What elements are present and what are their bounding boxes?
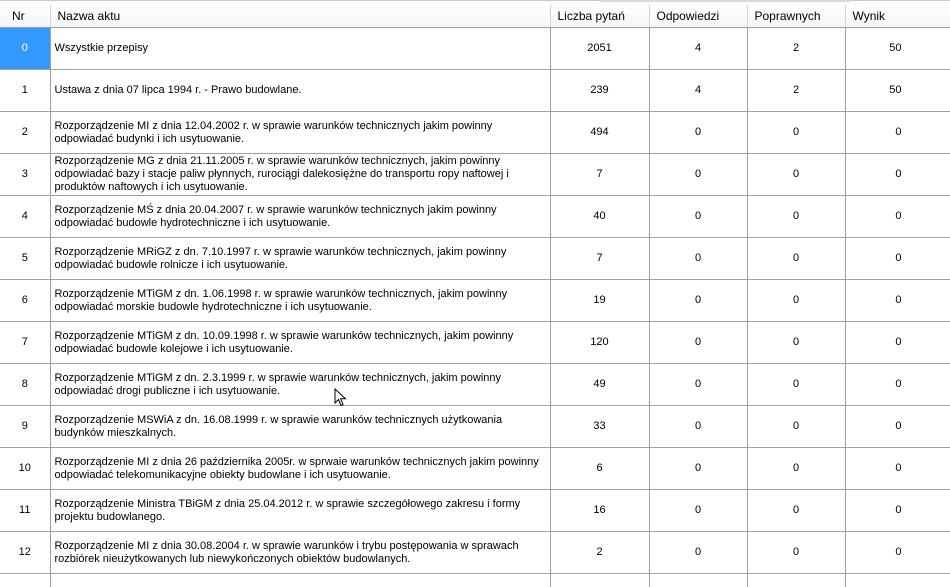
row-score-cell[interactable] [845,574,950,587]
row-nr-cell[interactable]: 0 [0,28,50,70]
row-name-cell[interactable]: Rozporządzenie Ministra TBiGM z dnia 25.04.2012 r. w sprawie szczegółowego zakresu i formy projektu budowlanego. [50,490,550,532]
grid-header-row [0,5,950,28]
row-answers-cell[interactable]: 0 [649,280,747,322]
row-nr-cell[interactable]: 1 [0,70,50,112]
row-questions-cell[interactable]: 49 [550,364,649,406]
row-answers-cell[interactable]: 0 [649,154,747,196]
row-name-cell[interactable] [50,574,550,587]
row-answers-cell[interactable]: 0 [649,406,747,448]
table-row[interactable] [0,70,950,112]
row-correct-cell[interactable]: 0 [747,322,845,364]
row-correct-cell[interactable]: 2 [747,28,845,70]
table-row[interactable] [0,280,950,322]
row-score-cell[interactable]: 0 [845,532,950,574]
row-name-cell[interactable]: Rozporządzenie MTiGM z dn. 2.3.1999 r. w sprawie warunków technicznych, jakim powinny odpowiadać drogi publiczne i ich usytuowanie. [50,364,550,406]
row-nr-cell[interactable]: 7 [0,322,50,364]
row-questions-cell[interactable]: 239 [550,70,649,112]
column-header-nr[interactable]: Nr [0,5,50,28]
row-score-cell[interactable]: 0 [845,364,950,406]
table-row[interactable] [0,112,950,154]
row-name-cell[interactable]: Rozporządzenie MRiGZ z dn. 7.10.1997 r. w sprawie warunków technicznych, jakim powinny odpowiadać budowle rolnicze i ich usytuowanie. [50,238,550,280]
row-questions-cell[interactable]: 7 [550,154,649,196]
row-correct-cell[interactable]: 0 [747,112,845,154]
row-correct-cell[interactable]: 2 [747,70,845,112]
row-answers-cell[interactable]: 4 [649,70,747,112]
row-score-cell[interactable]: 50 [845,28,950,70]
row-nr-cell[interactable]: 11 [0,490,50,532]
row-name-cell[interactable]: Rozporządzenie MTiGM z dn. 10.09.1998 r. w sprawie warunków technicznych, jakim powinny odpowiadać budowle kolejowe i ich usytuowanie. [50,322,550,364]
row-questions-cell[interactable]: 494 [550,112,649,154]
row-nr-cell[interactable]: 3 [0,154,50,196]
table-row[interactable] [0,448,950,490]
row-answers-cell[interactable]: 0 [649,196,747,238]
row-name-cell[interactable]: Rozporządzenie MI z dnia 12.04.2002 r. w sprawie warunków technicznych jakim powinny odpowiadać budynki i ich usytuowanie. [50,112,550,154]
row-answers-cell[interactable]: 4 [649,28,747,70]
row-nr-cell[interactable]: 12 [0,532,50,574]
table-row[interactable] [0,154,950,196]
column-header-questions[interactable]: Liczba pytań [550,5,649,28]
mouse-pointer-icon [334,388,348,408]
table-row[interactable] [0,364,950,406]
row-name-cell[interactable]: Ustawa z dnia 07 lipca 1994 r. - Prawo budowlane. [50,70,550,112]
row-name-cell[interactable]: Rozporządzenie MŚ z dnia 20.04.2007 r. w sprawie warunków technicznych jakim powinny odpowiadać budowle hydrotechniczne i ich usytuowanie. [50,196,550,238]
row-correct-cell[interactable]: 0 [747,364,845,406]
table-row[interactable] [0,406,950,448]
row-score-cell[interactable]: 0 [845,322,950,364]
row-answers-cell[interactable]: 0 [649,532,747,574]
row-answers-cell[interactable]: 0 [649,448,747,490]
row-correct-cell[interactable]: 0 [747,448,845,490]
row-questions-cell[interactable]: 2051 [550,28,649,70]
row-questions-cell[interactable]: 2 [550,532,649,574]
row-questions-cell[interactable]: 19 [550,280,649,322]
row-questions-cell[interactable]: 6 [550,448,649,490]
row-correct-cell[interactable]: 0 [747,238,845,280]
row-questions-cell[interactable]: 16 [550,490,649,532]
row-nr-cell[interactable]: 10 [0,448,50,490]
row-nr-cell[interactable]: 5 [0,238,50,280]
row-answers-cell[interactable]: 0 [649,238,747,280]
row-nr-cell[interactable]: 6 [0,280,50,322]
row-nr-cell[interactable]: 4 [0,196,50,238]
row-correct-cell[interactable]: 0 [747,406,845,448]
column-header-name[interactable]: Nazwa aktu [50,5,550,28]
row-score-cell[interactable]: 50 [845,70,950,112]
table-row-partial[interactable] [0,574,950,587]
table-row[interactable] [0,238,950,280]
row-name-cell[interactable]: Rozporządzenie MI z dnia 26 października 2005r. w sprwaie warunków technicznych jakim powinny odpowiadać telekomunikacyjne obiekty budowlane i ich usytuowanie. [50,448,550,490]
row-correct-cell[interactable]: 0 [747,532,845,574]
table-row[interactable] [0,490,950,532]
table-row[interactable] [0,322,950,364]
row-name-cell[interactable]: Rozporządzenie MTiGM z dn. 1.06.1998 r. w sprawie warunków technicznych, jakim powinny odpowiadać morskie budowle hydrotechniczne i ich usytuowanie. [50,280,550,322]
row-questions-cell[interactable] [550,574,649,587]
row-score-cell[interactable]: 0 [845,238,950,280]
regulations-grid[interactable] [0,5,950,587]
row-nr-cell[interactable]: 8 [0,364,50,406]
row-nr-cell[interactable]: 2 [0,112,50,154]
row-score-cell[interactable]: 0 [845,490,950,532]
row-score-cell[interactable]: 0 [845,154,950,196]
row-questions-cell[interactable]: 40 [550,196,649,238]
row-correct-cell[interactable]: 0 [747,280,845,322]
row-answers-cell[interactable]: 0 [649,112,747,154]
row-questions-cell[interactable]: 33 [550,406,649,448]
row-name-cell[interactable]: Rozporządzenie MG z dnia 21.11.2005 r. w sprawie warunków technicznych, jakim powinny odpowiadać bazy i stacje paliw płynnych, rurociągi dalekosiężne do transportu ropy naftowej i produktów naftowych i ich usytuowanie. [50,154,550,196]
row-questions-cell[interactable]: 120 [550,322,649,364]
row-correct-cell[interactable]: 0 [747,490,845,532]
row-answers-cell[interactable]: 0 [649,322,747,364]
row-score-cell[interactable]: 0 [845,196,950,238]
row-name-cell[interactable]: Rozporządzenie MSWiA z dn. 16.08.1999 r. w sprawie warunków technicznych użytkowania budynków mieszkalnych. [50,406,550,448]
row-name-cell[interactable]: Rozporządzenie MI z dnia 30.08.2004 r. w sprawie warunków i trybu postępowania w sprawach rozbiórek nieużytkowanych lub niewykończonych obiektów budowlanych. [50,532,550,574]
column-header-correct[interactable]: Poprawnych [747,5,845,28]
row-correct-cell[interactable]: 0 [747,154,845,196]
row-answers-cell[interactable]: 0 [649,490,747,532]
table-row[interactable] [0,196,950,238]
row-answers-cell[interactable]: 0 [649,364,747,406]
row-nr-cell[interactable] [0,574,50,587]
row-name-cell[interactable]: Wszystkie przepisy [50,28,550,70]
row-score-cell[interactable]: 0 [845,280,950,322]
table-row[interactable] [0,532,950,574]
row-score-cell[interactable]: 0 [845,112,950,154]
row-correct-cell[interactable] [747,574,845,587]
row-answers-cell[interactable] [649,574,747,587]
window-top-accent [600,0,850,2]
row-nr-cell[interactable]: 9 [0,406,50,448]
column-header-answers[interactable]: Odpowiedzi [649,5,747,28]
table-row[interactable] [0,28,950,70]
row-questions-cell[interactable]: 7 [550,238,649,280]
row-correct-cell[interactable]: 0 [747,196,845,238]
column-header-score[interactable]: Wynik [845,5,950,28]
row-score-cell[interactable]: 0 [845,448,950,490]
row-score-cell[interactable]: 0 [845,406,950,448]
